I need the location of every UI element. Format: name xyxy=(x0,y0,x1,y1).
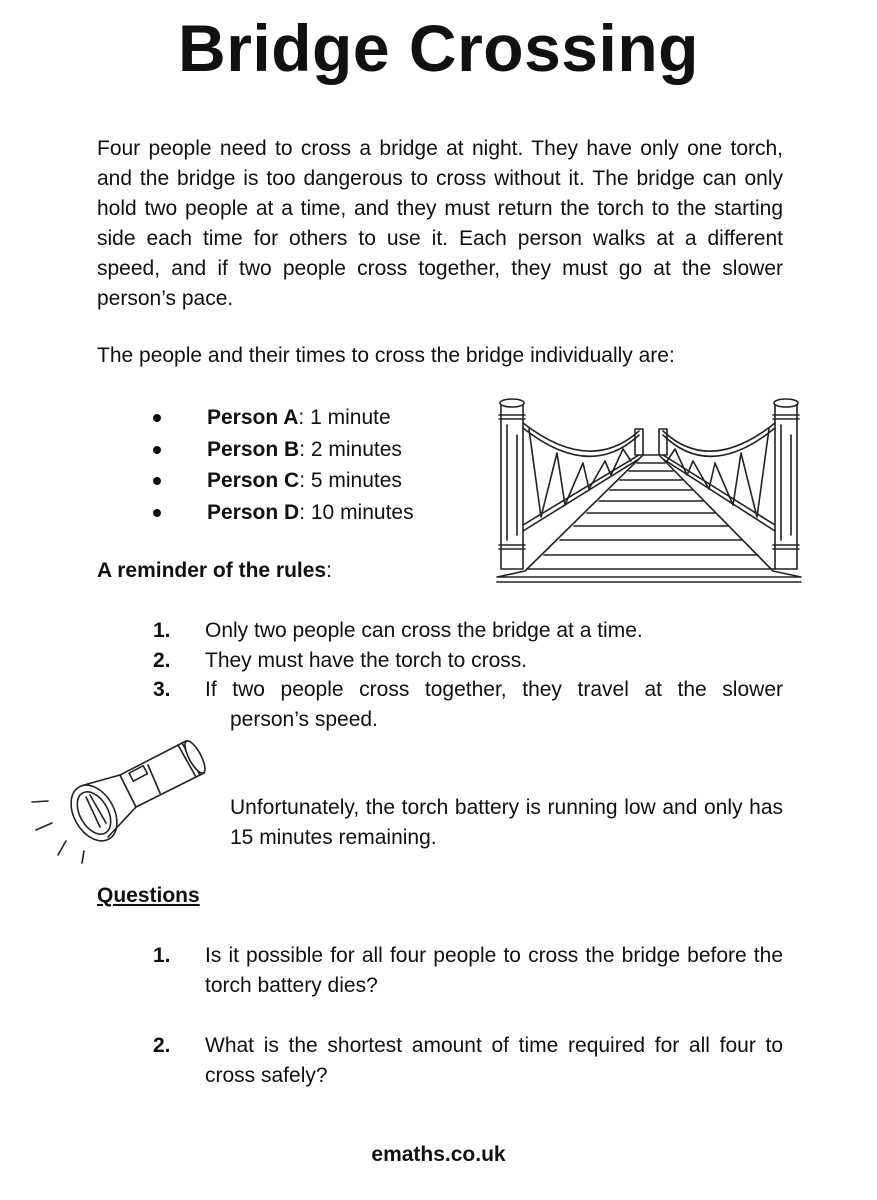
rule-text-continued: person’s speed. xyxy=(230,707,378,731)
rule-text: If two people cross together, they travel at the slower xyxy=(205,678,783,701)
rules-heading xyxy=(97,556,332,586)
question-text: What is the shortest amount of time required for all four to cross safely? xyxy=(205,1034,783,1087)
person-name: Person C xyxy=(207,469,300,492)
question-number: 1. xyxy=(153,944,171,967)
bullet-icon xyxy=(153,446,161,454)
bullet-icon xyxy=(153,509,161,517)
person-time: : 10 minutes xyxy=(299,500,414,524)
person-name: Person A xyxy=(207,406,299,429)
person-time: : 2 minutes xyxy=(299,437,402,461)
list-item xyxy=(150,646,783,676)
flashlight-icon xyxy=(28,735,213,870)
question-number: 2. xyxy=(153,1034,171,1057)
people-list xyxy=(150,402,470,528)
rope-bridge-icon xyxy=(495,395,810,587)
list-item xyxy=(150,465,470,497)
intro-paragraph: Four people need to cross a bridge at night. They have only one torch, and the bridge is too dangerous to cross without it. The bridge can only hold two people at a time, and they must return the torch to the starting side each time for others to use it. Each person walks at a different speed, and if two people cross together, they must go at the slower person’s pace. xyxy=(97,137,783,310)
footer-site: emaths.co.uk xyxy=(371,1143,506,1166)
rule-number: 3. xyxy=(153,678,171,701)
list-item xyxy=(150,941,783,1000)
list-item xyxy=(150,675,783,734)
rule-text: They must have the torch to cross. xyxy=(205,648,528,672)
list-item xyxy=(150,1031,783,1090)
rules-list xyxy=(150,616,783,734)
bullet-icon xyxy=(153,477,161,485)
page-title: Bridge Crossing xyxy=(178,11,699,85)
rule-text: Only two people can cross the bridge at a time. xyxy=(205,619,643,642)
rule-number: 1. xyxy=(153,619,171,642)
list-item xyxy=(150,497,470,529)
rule-number: 2. xyxy=(153,648,171,672)
list-item xyxy=(150,434,470,466)
bullet-icon xyxy=(153,414,161,422)
rules-heading-text: A reminder of the rules xyxy=(97,559,327,582)
questions-heading: Questions xyxy=(97,884,200,907)
questions-list xyxy=(150,941,783,1090)
person-time: : 1 minute xyxy=(298,406,391,429)
person-name: Person B xyxy=(207,437,300,461)
list-item xyxy=(150,616,783,646)
person-name: Person D xyxy=(207,500,300,524)
people-intro: The people and their times to cross the bridge individually are: xyxy=(97,344,675,367)
question-text: Is it possible for all four people to cross the bridge before the torch battery dies? xyxy=(205,944,783,997)
person-time: : 5 minutes xyxy=(299,469,402,492)
battery-note: Unfortunately, the torch battery is running low and only has 15 minutes remaining. xyxy=(230,796,783,849)
rules-heading-colon: : xyxy=(326,559,332,582)
list-item xyxy=(150,402,470,434)
